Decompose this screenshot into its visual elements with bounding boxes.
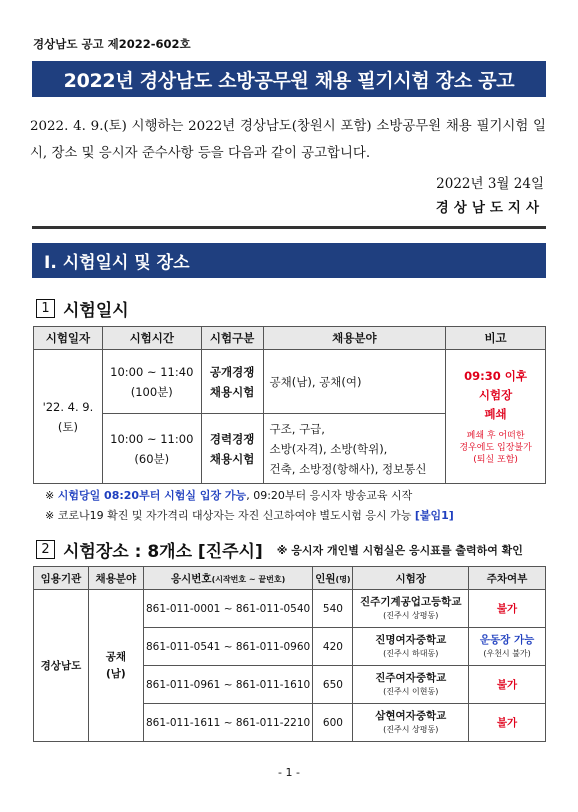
- schedule-table: [33, 326, 546, 484]
- header-time: 시험시간: [102, 327, 201, 350]
- exam-type-cell: [201, 350, 263, 414]
- recruit-field: 구조, 구급,: [269, 421, 325, 436]
- recruit-field-cell: [263, 414, 446, 484]
- parking-status: 운동장 가능: [479, 633, 535, 646]
- header-count: [313, 567, 353, 590]
- field-line: (남): [105, 667, 126, 680]
- count-cell: 600: [313, 704, 353, 742]
- note-attachment-tag: [붙임1]: [414, 509, 454, 522]
- subsection-title: 시험장소 : 8개소 [진주시]: [63, 542, 263, 562]
- subsection-title: 시험일시: [63, 301, 129, 321]
- divider: [32, 226, 546, 229]
- page-number: - 1 -: [278, 766, 300, 779]
- header-remark: 비고: [446, 327, 546, 350]
- exam-range-cell: 861-011-0001 ~ 861-011-0540: [143, 590, 313, 628]
- header-parking: 주차여부: [469, 567, 546, 590]
- parking-cell: 불가: [469, 590, 546, 628]
- exam-date-cell: [34, 350, 103, 484]
- table-header-row: [34, 327, 546, 350]
- site-name: 진명여자중학교: [375, 633, 447, 646]
- exam-range-cell: 861-011-0541 ~ 861-011-0960: [143, 628, 313, 666]
- site-cell: [353, 590, 469, 628]
- recruit-field: 건축, 소방정(항해사), 정보통신: [269, 461, 427, 476]
- site-cell: [353, 628, 469, 666]
- site-location: (진주시 하대동): [383, 648, 439, 658]
- parking-note: (우천시 불가): [483, 648, 531, 658]
- exam-time: 10:00 ~ 11:00: [110, 431, 194, 446]
- remark-main: 09:30 이후: [464, 369, 527, 383]
- intro-paragraph: 2022. 4. 9.(토) 시행하는 2022년 경상남도(창원시 포함) 소방공무원 채용 필기시험 일시, 장소 및 응시자 준수사항 등을 다음과 같이 공고합니다.: [30, 119, 546, 161]
- note-highlight: 시험당일 08:20부터 시험실 입장 가능: [57, 489, 247, 502]
- header-agency: 임용기관: [34, 567, 89, 590]
- exam-type-line1: 공개경쟁: [209, 364, 255, 379]
- parking-cell: 불가: [469, 666, 546, 704]
- header-field: 채용분야: [263, 327, 446, 350]
- header-type: 시험구분: [201, 327, 263, 350]
- exam-duration: (60분): [134, 451, 170, 466]
- remark-main: 시험장: [478, 388, 513, 402]
- remark-sub: (퇴실 포함): [473, 455, 518, 465]
- header-date: 시험일자: [34, 327, 103, 350]
- count-cell: 650: [313, 666, 353, 704]
- signer: 경상남도지사: [435, 200, 544, 216]
- site-location: (진주시 상평동): [383, 610, 439, 620]
- header-count-label: 인원: [315, 572, 336, 585]
- subsection-number: 2: [36, 540, 55, 559]
- document-title: 2022년 경상남도 소방공무원 채용 필기시험 장소 공고: [32, 61, 546, 97]
- exam-day: (토): [57, 419, 78, 434]
- remark-sub: 폐쇄 후 어떠한: [466, 431, 525, 441]
- site-name: 삼현여자중학교: [375, 709, 447, 722]
- exam-date: '22. 4. 9.: [42, 399, 94, 414]
- section-title: Ⅰ. 시험일시 및 장소: [32, 243, 546, 278]
- site-name: 진주기계공업고등학교: [360, 595, 462, 608]
- header-exam-no-label: 응시번호: [170, 572, 212, 585]
- venue-note: ※ 응시자 개인별 시험실은 응시표를 출력하여 확인: [276, 543, 523, 557]
- parking-cell: 불가: [469, 704, 546, 742]
- count-cell: 420: [313, 628, 353, 666]
- subsection-venue: [36, 537, 523, 562]
- remark-main: 폐쇄: [484, 407, 507, 421]
- agency-cell: 경상남도: [34, 590, 89, 742]
- venue-table: [33, 566, 546, 742]
- exam-time-cell: [102, 350, 201, 414]
- header-field: 채용분야: [88, 567, 143, 590]
- header-count-unit: (명): [335, 574, 351, 584]
- subsection-number: 1: [36, 299, 55, 318]
- count-cell: 540: [313, 590, 353, 628]
- site-name: 진주여자중학교: [375, 671, 447, 684]
- note-prefix: ※: [45, 509, 58, 522]
- subsection-schedule: [36, 296, 129, 321]
- exam-type-line2: 채용시험: [209, 451, 255, 466]
- note-text: 코로나19 확진 및 자가격리 대상자는 자진 신고하여야 별도시험 응시 가능: [57, 509, 415, 522]
- recruit-field-cell: [263, 350, 446, 414]
- note-text: , 09:20부터 응시자 방송교육 시작: [246, 489, 413, 502]
- note-covid: [45, 507, 454, 523]
- note-prefix: ※: [45, 489, 58, 502]
- exam-type-line2: 채용시험: [209, 384, 255, 399]
- exam-time-cell: [102, 414, 201, 484]
- exam-duration: (100분): [130, 384, 173, 399]
- remark-sub: 경우에도 입장불가: [459, 443, 532, 453]
- notice-number: 경상남도 공고 제2022-602호: [33, 37, 191, 51]
- table-row: [34, 350, 546, 414]
- field-line: 공채: [105, 650, 126, 663]
- recruit-field: 소방(자격), 소방(학위),: [269, 441, 388, 456]
- notice-date: 2022년 3월 24일: [436, 176, 544, 192]
- header-exam-no-sub: (시작번호 ~ 끝번호): [211, 574, 286, 584]
- site-cell: [353, 704, 469, 742]
- header-exam-no: [143, 567, 313, 590]
- exam-type-cell: [201, 414, 263, 484]
- exam-type-line1: 경력경쟁: [209, 431, 255, 446]
- site-cell: [353, 666, 469, 704]
- remark-cell: [446, 350, 546, 484]
- exam-range-cell: 861-011-0961 ~ 861-011-1610: [143, 666, 313, 704]
- header-site: 시험장: [353, 567, 469, 590]
- table-row: [34, 590, 546, 628]
- exam-range-cell: 861-011-1611 ~ 861-011-2210: [143, 704, 313, 742]
- field-cell: [88, 590, 143, 742]
- parking-cell: [469, 628, 546, 666]
- site-location: (진주시 이현동): [383, 686, 439, 696]
- exam-time: 10:00 ~ 11:40: [110, 364, 194, 379]
- site-location: (진주시 상평동): [383, 724, 439, 734]
- note-entry-time: [45, 487, 412, 503]
- recruit-field: 공채(남), 공채(여): [269, 374, 362, 389]
- table-header-row: [34, 567, 546, 590]
